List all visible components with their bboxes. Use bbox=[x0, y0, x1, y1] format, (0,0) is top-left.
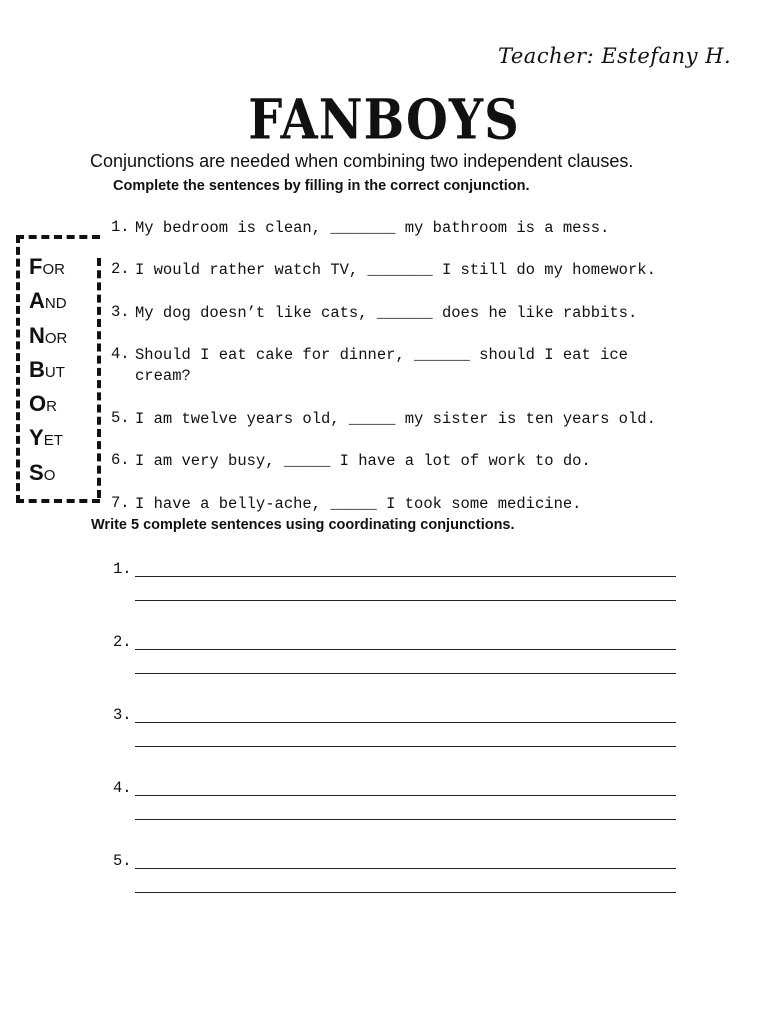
writing-line[interactable] bbox=[135, 746, 676, 747]
fanboys-box-edge bbox=[97, 258, 105, 498]
teacher-name: Teacher: Estefany H. bbox=[498, 44, 732, 68]
writing-line[interactable] bbox=[135, 722, 676, 723]
writing-line[interactable] bbox=[135, 600, 676, 601]
fanboys-item: BUT bbox=[29, 356, 65, 382]
page-title: FANBOYS bbox=[248, 87, 520, 153]
writing-line[interactable] bbox=[135, 673, 676, 674]
fanboys-item: AND bbox=[29, 288, 67, 314]
fanboys-item: SO bbox=[29, 459, 56, 485]
writing-line[interactable] bbox=[135, 892, 676, 893]
fanboys-item: FOR bbox=[29, 254, 65, 279]
writing-line[interactable] bbox=[135, 795, 676, 796]
fanboys-item: OR bbox=[29, 391, 57, 417]
writing-number: 2. bbox=[113, 633, 132, 651]
intro-text: Conjunctions are needed when combining two independent clauses. bbox=[90, 151, 634, 171]
writing-line[interactable] bbox=[135, 868, 676, 869]
fanboys-list bbox=[29, 250, 67, 490]
fanboys-item: NOR bbox=[29, 322, 68, 348]
writing-number: 1. bbox=[113, 560, 132, 578]
writing-number: 3. bbox=[113, 706, 132, 724]
instruction-part2: Write 5 complete sentences using coordinating conjunctions. bbox=[91, 517, 515, 533]
writing-line[interactable] bbox=[135, 819, 676, 820]
fanboys-item: YET bbox=[29, 425, 63, 451]
writing-number: 5. bbox=[113, 852, 132, 870]
writing-number: 4. bbox=[113, 779, 132, 797]
writing-line[interactable] bbox=[135, 576, 676, 577]
writing-line[interactable] bbox=[135, 649, 676, 650]
instruction-part1: Complete the sentences by filling in the correct conjunction. bbox=[113, 178, 530, 194]
